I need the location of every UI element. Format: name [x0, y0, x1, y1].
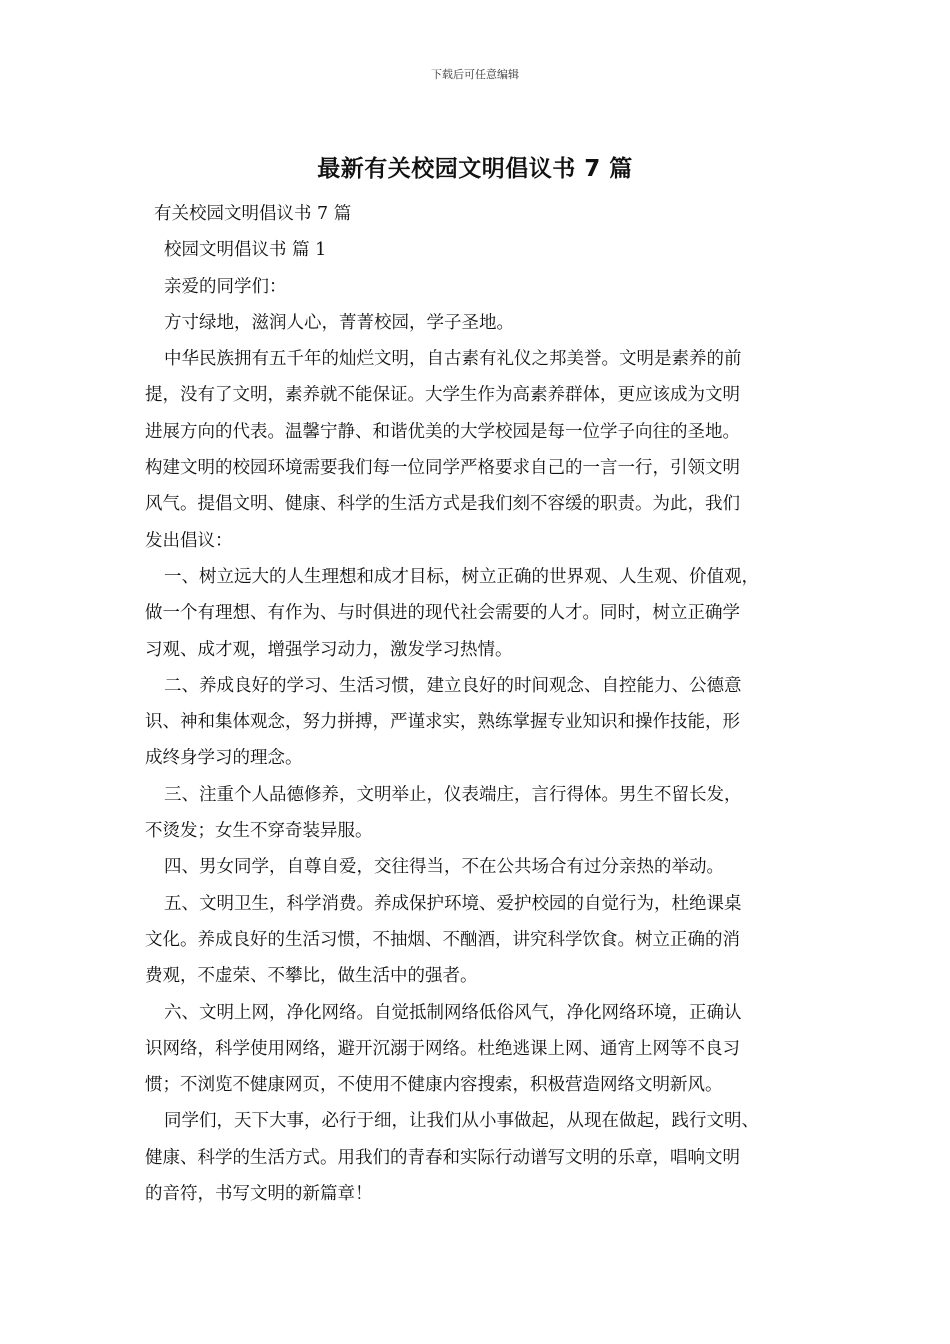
paragraph-line: 惯；不浏览不健康网页，不使用不健康内容搜索，积极营造网络文明新风。 [145, 1075, 723, 1096]
section-heading: 校园文明倡议书 篇 1 [164, 240, 327, 261]
paragraph-line: 构建文明的校园环境需要我们每一位同学严格要求自己的一言一行，引领文明 [145, 458, 740, 479]
paragraph-line: 做一个有理想、有作为、与时俱进的现代社会需要的人才。同时，树立正确学 [145, 603, 740, 624]
paragraph-line: 文化。养成良好的生活习惯，不抽烟、不酗酒，讲究科学饮食。树立正确的消 [145, 929, 740, 950]
document-body [145, 196, 809, 1212]
document-title: 最新有关校园文明倡议书 7 篇 [317, 156, 633, 182]
salutation: 亲爱的同学们： [164, 276, 287, 297]
paragraph-line: 识网络，科学使用网络，避开沉溺于网络。杜绝逃课上网、通宵上网等不良习 [145, 1038, 740, 1059]
header-note: 下载后可任意编辑 [431, 68, 519, 81]
paragraph-line: 识、神和集体观念，努力拼搏，严谨求实，熟练掌握专业知识和操作技能，形 [145, 712, 740, 733]
paragraph-line: 四、男女同学，自尊自爱，交往得当，不在公共场合有过分亲热的举动。 [164, 857, 724, 878]
paragraph-line: 提，没有了文明，素养就不能保证。大学生作为高素养群体，更应该成为文明 [145, 385, 740, 406]
paragraph-line: 习观、成才观，增强学习动力，激发学习热情。 [145, 639, 513, 660]
paragraph-line: 成终身学习的理念。 [145, 748, 303, 769]
paragraph-line: 发出倡议： [145, 530, 233, 551]
paragraph-line: 五、文明卫生，科学消费。养成保护环境、爱护校园的自觉行为，杜绝课桌 [164, 893, 742, 914]
paragraph-line: 费观，不虚荣、不攀比，做生活中的强者。 [145, 966, 478, 987]
paragraph-line: 一、树立远大的人生理想和成才目标，树立正确的世界观、人生观、价值观， [164, 566, 759, 587]
paragraph-line: 不烫发；女生不穿奇装异服。 [145, 821, 373, 842]
paragraph-line: 健康、科学的生活方式。用我们的青春和实际行动谱写文明的乐章，唱响文明 [145, 1147, 740, 1168]
paragraph-line: 三、注重个人品德修养，文明举止，仪表端庄，言行得体。男生不留长发， [164, 784, 742, 805]
paragraph-line: 进展方向的代表。温馨宁静、和谐优美的大学校园是每一位学子向往的圣地。 [145, 421, 740, 442]
paragraph-line: 六、文明上网，净化网络。自觉抵制网络低俗风气，净化网络环境，正确认 [164, 1002, 742, 1023]
paragraph-line: 同学们，天下大事，必行于细，让我们从小事做起，从现在做起，践行文明、 [164, 1111, 759, 1132]
paragraph-line: 二、养成良好的学习、生活习惯，建立良好的时间观念、自控能力、公德意 [164, 675, 742, 696]
paragraph-line: 方寸绿地，滋润人心，菁菁校园，学子圣地。 [164, 312, 514, 333]
paragraph-line: 中华民族拥有五千年的灿烂文明，自古素有礼仪之邦美誉。文明是素养的前 [164, 349, 742, 370]
subtitle-line: 有关校园文明倡议书 7 篇 [154, 204, 352, 224]
paragraph-line: 风气。提倡文明、健康、科学的生活方式是我们刻不容缓的职责。为此，我们 [145, 494, 740, 515]
paragraph-line: 的音符，书写文明的新篇章！ [145, 1184, 373, 1205]
